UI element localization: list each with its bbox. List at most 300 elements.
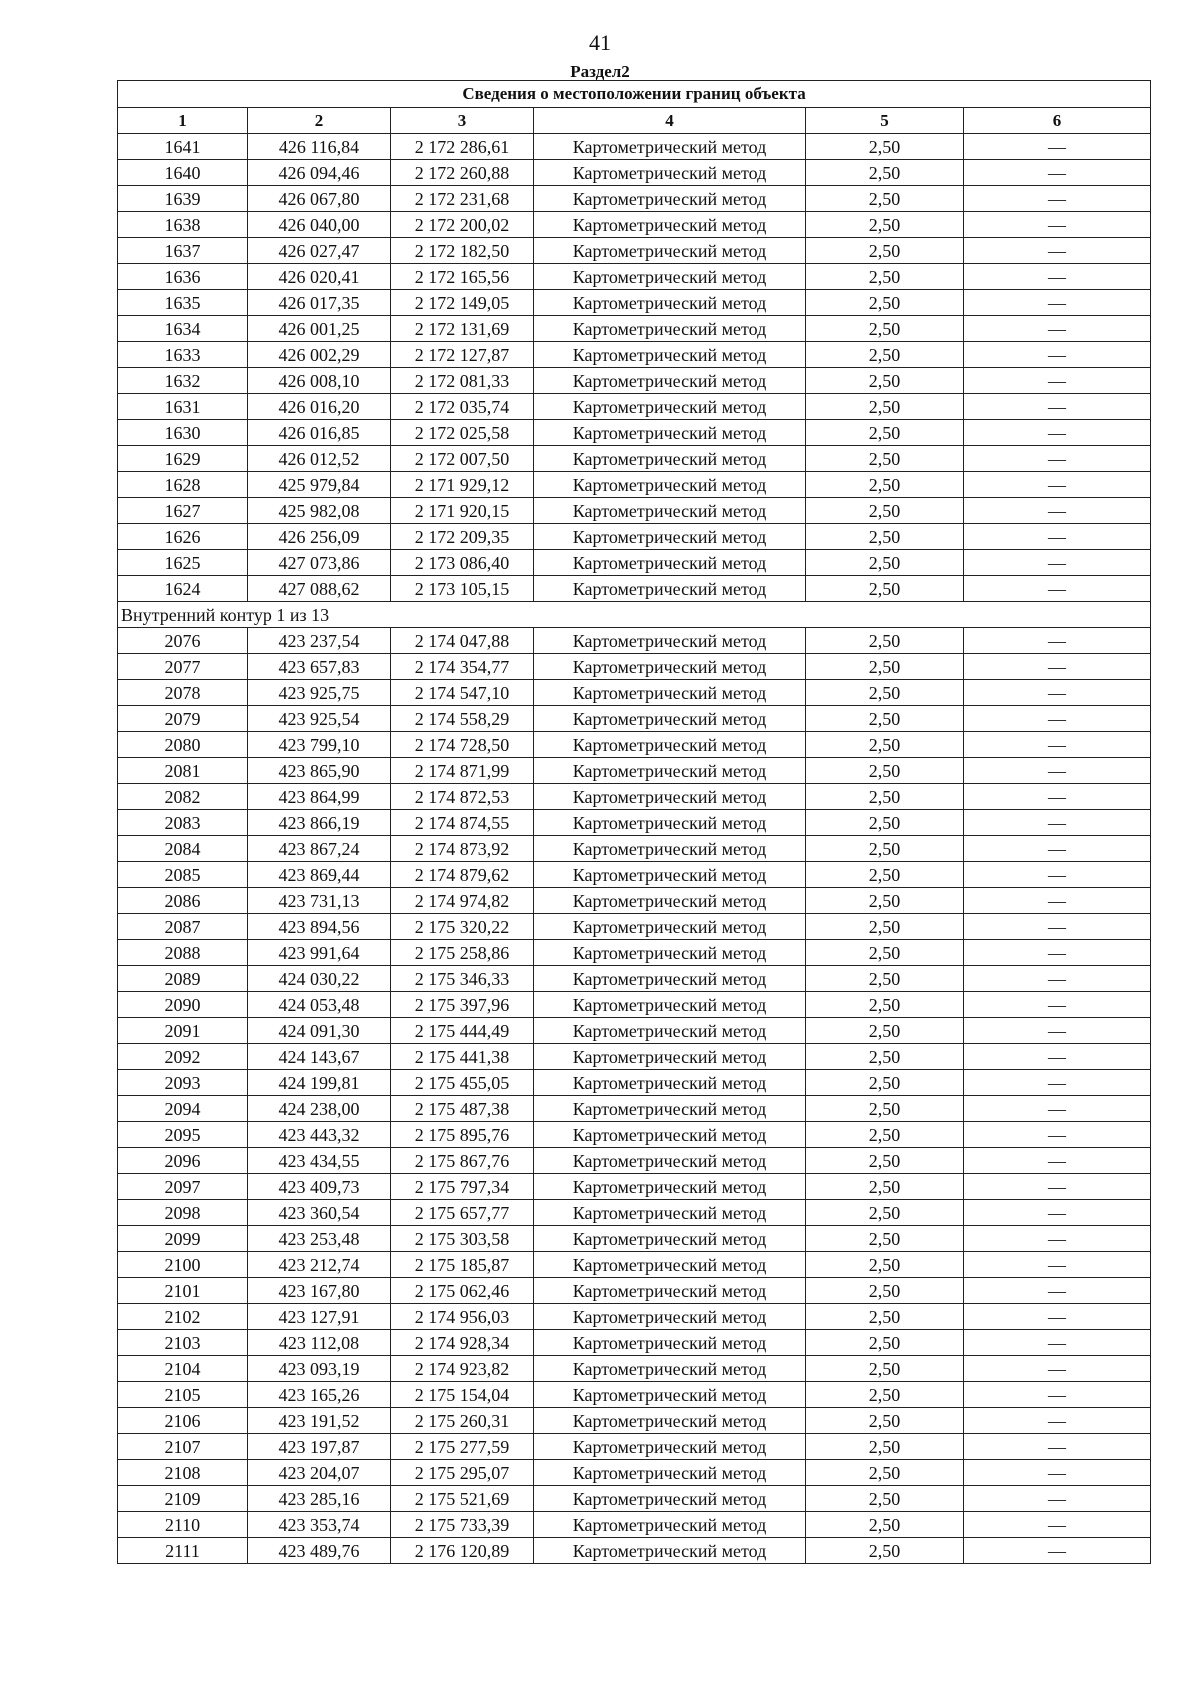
table-body: [118, 134, 1151, 1564]
description-cell: —: [964, 1408, 1151, 1434]
accuracy-cell: 2,50: [806, 1538, 964, 1564]
x-coordinate-cell: 426 040,00: [248, 212, 391, 238]
table-row: [118, 1408, 1151, 1434]
description-cell: —: [964, 368, 1151, 394]
accuracy-cell: 2,50: [806, 1122, 964, 1148]
method-cell: Картометрический метод: [534, 654, 806, 680]
x-coordinate-cell: 423 093,19: [248, 1356, 391, 1382]
table-row: [118, 992, 1151, 1018]
table-row: [118, 836, 1151, 862]
table-row: [118, 394, 1151, 420]
point-number-cell: 1631: [118, 394, 248, 420]
y-coordinate-cell: 2 174 547,10: [391, 680, 534, 706]
x-coordinate-cell: 426 067,80: [248, 186, 391, 212]
accuracy-cell: 2,50: [806, 1226, 964, 1252]
method-cell: Картометрический метод: [534, 1356, 806, 1382]
accuracy-cell: 2,50: [806, 1460, 964, 1486]
point-number-cell: 2090: [118, 992, 248, 1018]
method-cell: Картометрический метод: [534, 342, 806, 368]
column-header-4: 4: [534, 108, 806, 134]
point-number-cell: 2091: [118, 1018, 248, 1044]
point-number-cell: 2084: [118, 836, 248, 862]
y-coordinate-cell: 2 175 867,76: [391, 1148, 534, 1174]
section-title: Раздел2: [570, 62, 630, 81]
accuracy-cell: 2,50: [806, 732, 964, 758]
x-coordinate-cell: 423 731,13: [248, 888, 391, 914]
point-number-cell: 2099: [118, 1226, 248, 1252]
accuracy-cell: 2,50: [806, 1174, 964, 1200]
description-cell: —: [964, 654, 1151, 680]
method-cell: Картометрический метод: [534, 550, 806, 576]
point-number-cell: 2078: [118, 680, 248, 706]
description-cell: —: [964, 550, 1151, 576]
x-coordinate-cell: 426 020,41: [248, 264, 391, 290]
description-cell: —: [964, 524, 1151, 550]
table-row: [118, 498, 1151, 524]
x-coordinate-cell: 423 191,52: [248, 1408, 391, 1434]
y-coordinate-cell: 2 175 797,34: [391, 1174, 534, 1200]
description-cell: —: [964, 1330, 1151, 1356]
table-row: [118, 628, 1151, 654]
description-cell: —: [964, 394, 1151, 420]
description-cell: —: [964, 1252, 1151, 1278]
description-cell: —: [964, 680, 1151, 706]
accuracy-cell: 2,50: [806, 160, 964, 186]
x-coordinate-cell: 423 867,24: [248, 836, 391, 862]
method-cell: Картометрический метод: [534, 680, 806, 706]
point-number-cell: 2097: [118, 1174, 248, 1200]
x-coordinate-cell: 426 016,20: [248, 394, 391, 420]
table-row: [118, 238, 1151, 264]
description-cell: —: [964, 1226, 1151, 1252]
description-cell: —: [964, 1122, 1151, 1148]
x-coordinate-cell: 423 253,48: [248, 1226, 391, 1252]
accuracy-cell: 2,50: [806, 212, 964, 238]
table-row: [118, 1070, 1151, 1096]
table-row: [118, 1434, 1151, 1460]
y-coordinate-cell: 2 172 231,68: [391, 186, 534, 212]
point-number-cell: 1639: [118, 186, 248, 212]
description-cell: —: [964, 420, 1151, 446]
y-coordinate-cell: 2 172 165,56: [391, 264, 534, 290]
point-number-cell: 1641: [118, 134, 248, 160]
column-header-5: 5: [806, 108, 964, 134]
description-cell: —: [964, 1018, 1151, 1044]
table-row: [118, 1174, 1151, 1200]
x-coordinate-cell: 426 012,52: [248, 446, 391, 472]
table-row: [118, 966, 1151, 992]
point-number-cell: 2110: [118, 1512, 248, 1538]
method-cell: Картометрический метод: [534, 186, 806, 212]
table-row: [118, 472, 1151, 498]
point-number-cell: 2093: [118, 1070, 248, 1096]
y-coordinate-cell: 2 175 346,33: [391, 966, 534, 992]
description-cell: —: [964, 966, 1151, 992]
table-row: [118, 550, 1151, 576]
method-cell: Картометрический метод: [534, 732, 806, 758]
point-number-cell: 2076: [118, 628, 248, 654]
y-coordinate-cell: 2 172 209,35: [391, 524, 534, 550]
accuracy-cell: 2,50: [806, 1018, 964, 1044]
y-coordinate-cell: 2 175 260,31: [391, 1408, 534, 1434]
x-coordinate-cell: 423 353,74: [248, 1512, 391, 1538]
y-coordinate-cell: 2 175 657,77: [391, 1200, 534, 1226]
description-cell: —: [964, 472, 1151, 498]
method-cell: Картометрический метод: [534, 290, 806, 316]
description-cell: —: [964, 628, 1151, 654]
accuracy-cell: 2,50: [806, 862, 964, 888]
point-number-cell: 1626: [118, 524, 248, 550]
y-coordinate-cell: 2 171 929,12: [391, 472, 534, 498]
x-coordinate-cell: 423 865,90: [248, 758, 391, 784]
y-coordinate-cell: 2 175 441,38: [391, 1044, 534, 1070]
method-cell: Картометрический метод: [534, 1512, 806, 1538]
table-row: [118, 680, 1151, 706]
table-row: [118, 186, 1151, 212]
method-cell: Картометрический метод: [534, 862, 806, 888]
table-row: [118, 420, 1151, 446]
y-coordinate-cell: 2 172 260,88: [391, 160, 534, 186]
y-coordinate-cell: 2 171 920,15: [391, 498, 534, 524]
table-row: [118, 862, 1151, 888]
point-number-cell: 2108: [118, 1460, 248, 1486]
description-cell: —: [964, 1434, 1151, 1460]
table-row: [118, 160, 1151, 186]
y-coordinate-cell: 2 172 286,61: [391, 134, 534, 160]
point-number-cell: 2088: [118, 940, 248, 966]
method-cell: Картометрический метод: [534, 394, 806, 420]
contour-label: Внутренний контур 1 из 13: [118, 602, 1151, 628]
point-number-cell: 1636: [118, 264, 248, 290]
accuracy-cell: 2,50: [806, 784, 964, 810]
x-coordinate-cell: 423 360,54: [248, 1200, 391, 1226]
y-coordinate-cell: 2 174 871,99: [391, 758, 534, 784]
accuracy-cell: 2,50: [806, 446, 964, 472]
method-cell: Картометрический метод: [534, 446, 806, 472]
accuracy-cell: 2,50: [806, 1330, 964, 1356]
x-coordinate-cell: 423 489,76: [248, 1538, 391, 1564]
accuracy-cell: 2,50: [806, 1434, 964, 1460]
accuracy-cell: 2,50: [806, 1070, 964, 1096]
description-cell: —: [964, 1174, 1151, 1200]
y-coordinate-cell: 2 175 277,59: [391, 1434, 534, 1460]
accuracy-cell: 2,50: [806, 420, 964, 446]
point-number-cell: 2111: [118, 1538, 248, 1564]
method-cell: Картометрический метод: [534, 1460, 806, 1486]
point-number-cell: 2086: [118, 888, 248, 914]
method-cell: Картометрический метод: [534, 212, 806, 238]
accuracy-cell: 2,50: [806, 1096, 964, 1122]
table-row: [118, 264, 1151, 290]
y-coordinate-cell: 2 175 444,49: [391, 1018, 534, 1044]
table-row: [118, 810, 1151, 836]
point-number-cell: 2083: [118, 810, 248, 836]
column-header-1: 1: [118, 108, 248, 134]
method-cell: Картометрический метод: [534, 784, 806, 810]
x-coordinate-cell: 423 866,19: [248, 810, 391, 836]
x-coordinate-cell: 423 443,32: [248, 1122, 391, 1148]
accuracy-cell: 2,50: [806, 1278, 964, 1304]
y-coordinate-cell: 2 176 120,89: [391, 1538, 534, 1564]
table-row: [118, 1226, 1151, 1252]
x-coordinate-cell: 423 204,07: [248, 1460, 391, 1486]
method-cell: Картометрический метод: [534, 940, 806, 966]
method-cell: Картометрический метод: [534, 810, 806, 836]
x-coordinate-cell: 423 894,56: [248, 914, 391, 940]
table-row: [118, 316, 1151, 342]
description-cell: —: [964, 1382, 1151, 1408]
y-coordinate-cell: 2 172 200,02: [391, 212, 534, 238]
description-cell: —: [964, 810, 1151, 836]
table-row: [118, 576, 1151, 602]
point-number-cell: 2107: [118, 1434, 248, 1460]
x-coordinate-cell: 423 657,83: [248, 654, 391, 680]
table-row: [118, 784, 1151, 810]
method-cell: Картометрический метод: [534, 1018, 806, 1044]
accuracy-cell: 2,50: [806, 550, 964, 576]
point-number-cell: 1628: [118, 472, 248, 498]
accuracy-cell: 2,50: [806, 186, 964, 212]
point-number-cell: 1630: [118, 420, 248, 446]
table-row: [118, 758, 1151, 784]
method-cell: Картометрический метод: [534, 1304, 806, 1330]
description-cell: —: [964, 784, 1151, 810]
x-coordinate-cell: 426 094,46: [248, 160, 391, 186]
table-row: [118, 1278, 1151, 1304]
point-number-cell: 2102: [118, 1304, 248, 1330]
x-coordinate-cell: 426 256,09: [248, 524, 391, 550]
method-cell: Картометрический метод: [534, 238, 806, 264]
description-cell: —: [964, 238, 1151, 264]
method-cell: Картометрический метод: [534, 888, 806, 914]
point-number-cell: 2080: [118, 732, 248, 758]
x-coordinate-cell: 424 238,00: [248, 1096, 391, 1122]
point-number-cell: 2100: [118, 1252, 248, 1278]
y-coordinate-cell: 2 175 295,07: [391, 1460, 534, 1486]
table-row: [118, 1486, 1151, 1512]
description-cell: —: [964, 914, 1151, 940]
accuracy-cell: 2,50: [806, 888, 964, 914]
accuracy-cell: 2,50: [806, 706, 964, 732]
accuracy-cell: 2,50: [806, 940, 964, 966]
table-row: [118, 1252, 1151, 1278]
description-cell: —: [964, 1460, 1151, 1486]
table-row: [118, 1304, 1151, 1330]
accuracy-cell: 2,50: [806, 1252, 964, 1278]
y-coordinate-cell: 2 172 081,33: [391, 368, 534, 394]
x-coordinate-cell: 423 434,55: [248, 1148, 391, 1174]
y-coordinate-cell: 2 174 047,88: [391, 628, 534, 654]
method-cell: Картометрический метод: [534, 1538, 806, 1564]
x-coordinate-cell: 423 409,73: [248, 1174, 391, 1200]
description-cell: —: [964, 992, 1151, 1018]
x-coordinate-cell: 423 925,75: [248, 680, 391, 706]
description-cell: —: [964, 1512, 1151, 1538]
accuracy-cell: 2,50: [806, 524, 964, 550]
accuracy-cell: 2,50: [806, 316, 964, 342]
x-coordinate-cell: 426 008,10: [248, 368, 391, 394]
description-cell: —: [964, 758, 1151, 784]
point-number-cell: 1633: [118, 342, 248, 368]
y-coordinate-cell: 2 172 007,50: [391, 446, 534, 472]
description-cell: —: [964, 1200, 1151, 1226]
x-coordinate-cell: 426 017,35: [248, 290, 391, 316]
method-cell: Картометрический метод: [534, 1148, 806, 1174]
table-row: [118, 1538, 1151, 1564]
accuracy-cell: 2,50: [806, 368, 964, 394]
table-row: [118, 706, 1151, 732]
accuracy-cell: 2,50: [806, 1382, 964, 1408]
y-coordinate-cell: 2 174 874,55: [391, 810, 534, 836]
point-number-cell: 2098: [118, 1200, 248, 1226]
x-coordinate-cell: 426 002,29: [248, 342, 391, 368]
y-coordinate-cell: 2 172 131,69: [391, 316, 534, 342]
method-cell: Картометрический метод: [534, 524, 806, 550]
x-coordinate-cell: 426 116,84: [248, 134, 391, 160]
point-number-cell: 2104: [118, 1356, 248, 1382]
description-cell: —: [964, 940, 1151, 966]
description-cell: —: [964, 836, 1151, 862]
x-coordinate-cell: 424 199,81: [248, 1070, 391, 1096]
method-cell: Картометрический метод: [534, 992, 806, 1018]
method-cell: Картометрический метод: [534, 264, 806, 290]
point-number-cell: 1632: [118, 368, 248, 394]
y-coordinate-cell: 2 175 397,96: [391, 992, 534, 1018]
column-header-3: 3: [391, 108, 534, 134]
method-cell: Картометрический метод: [534, 576, 806, 602]
x-coordinate-cell: 427 073,86: [248, 550, 391, 576]
method-cell: Картометрический метод: [534, 316, 806, 342]
table-row: [118, 1018, 1151, 1044]
accuracy-cell: 2,50: [806, 1304, 964, 1330]
method-cell: Картометрический метод: [534, 134, 806, 160]
method-cell: Картометрический метод: [534, 1044, 806, 1070]
method-cell: Картометрический метод: [534, 1486, 806, 1512]
y-coordinate-cell: 2 172 182,50: [391, 238, 534, 264]
table-row: [118, 1122, 1151, 1148]
method-cell: Картометрический метод: [534, 1070, 806, 1096]
method-cell: Картометрический метод: [534, 1408, 806, 1434]
table-row: [118, 888, 1151, 914]
table-row: [118, 134, 1151, 160]
y-coordinate-cell: 2 175 455,05: [391, 1070, 534, 1096]
table-row: [118, 654, 1151, 680]
method-cell: Картометрический метод: [534, 498, 806, 524]
description-cell: —: [964, 576, 1151, 602]
x-coordinate-cell: 426 016,85: [248, 420, 391, 446]
point-number-cell: 1638: [118, 212, 248, 238]
method-cell: Картометрический метод: [534, 1200, 806, 1226]
method-cell: Картометрический метод: [534, 420, 806, 446]
point-number-cell: 1635: [118, 290, 248, 316]
contour-label-row: [118, 602, 1151, 628]
y-coordinate-cell: 2 174 974,82: [391, 888, 534, 914]
y-coordinate-cell: 2 175 320,22: [391, 914, 534, 940]
method-cell: Картометрический метод: [534, 1122, 806, 1148]
description-cell: —: [964, 1044, 1151, 1070]
method-cell: Картометрический метод: [534, 1174, 806, 1200]
accuracy-cell: 2,50: [806, 1356, 964, 1382]
y-coordinate-cell: 2 174 879,62: [391, 862, 534, 888]
x-coordinate-cell: 423 165,26: [248, 1382, 391, 1408]
accuracy-cell: 2,50: [806, 1512, 964, 1538]
x-coordinate-cell: 424 091,30: [248, 1018, 391, 1044]
accuracy-cell: 2,50: [806, 992, 964, 1018]
x-coordinate-cell: 424 143,67: [248, 1044, 391, 1070]
y-coordinate-cell: 2 173 105,15: [391, 576, 534, 602]
accuracy-cell: 2,50: [806, 1408, 964, 1434]
point-number-cell: 1640: [118, 160, 248, 186]
y-coordinate-cell: 2 172 035,74: [391, 394, 534, 420]
point-number-cell: 2096: [118, 1148, 248, 1174]
y-coordinate-cell: 2 175 154,04: [391, 1382, 534, 1408]
description-cell: —: [964, 1486, 1151, 1512]
accuracy-cell: 2,50: [806, 1200, 964, 1226]
point-number-cell: 1634: [118, 316, 248, 342]
method-cell: Картометрический метод: [534, 706, 806, 732]
column-header-2: 2: [248, 108, 391, 134]
table-row: [118, 1356, 1151, 1382]
accuracy-cell: 2,50: [806, 134, 964, 160]
accuracy-cell: 2,50: [806, 966, 964, 992]
table-row: [118, 732, 1151, 758]
point-number-cell: 2105: [118, 1382, 248, 1408]
y-coordinate-cell: 2 174 728,50: [391, 732, 534, 758]
point-number-cell: 2087: [118, 914, 248, 940]
method-cell: Картометрический метод: [534, 1330, 806, 1356]
accuracy-cell: 2,50: [806, 810, 964, 836]
accuracy-cell: 2,50: [806, 342, 964, 368]
accuracy-cell: 2,50: [806, 758, 964, 784]
method-cell: Картометрический метод: [534, 1434, 806, 1460]
method-cell: Картометрический метод: [534, 758, 806, 784]
method-cell: Картометрический метод: [534, 966, 806, 992]
y-coordinate-cell: 2 172 025,58: [391, 420, 534, 446]
x-coordinate-cell: 423 925,54: [248, 706, 391, 732]
point-number-cell: 2085: [118, 862, 248, 888]
table-row: [118, 1044, 1151, 1070]
y-coordinate-cell: 2 175 733,39: [391, 1512, 534, 1538]
method-cell: Картометрический метод: [534, 1252, 806, 1278]
x-coordinate-cell: 427 088,62: [248, 576, 391, 602]
accuracy-cell: 2,50: [806, 654, 964, 680]
accuracy-cell: 2,50: [806, 680, 964, 706]
point-number-cell: 1625: [118, 550, 248, 576]
x-coordinate-cell: 423 127,91: [248, 1304, 391, 1330]
accuracy-cell: 2,50: [806, 628, 964, 654]
description-cell: —: [964, 1304, 1151, 1330]
x-coordinate-cell: 423 864,99: [248, 784, 391, 810]
y-coordinate-cell: 2 174 558,29: [391, 706, 534, 732]
y-coordinate-cell: 2 174 354,77: [391, 654, 534, 680]
accuracy-cell: 2,50: [806, 576, 964, 602]
x-coordinate-cell: 424 030,22: [248, 966, 391, 992]
x-coordinate-cell: 425 982,08: [248, 498, 391, 524]
description-cell: —: [964, 160, 1151, 186]
table-row: [118, 1512, 1151, 1538]
description-cell: —: [964, 1096, 1151, 1122]
description-cell: —: [964, 1148, 1151, 1174]
point-number-cell: 2106: [118, 1408, 248, 1434]
y-coordinate-cell: 2 175 303,58: [391, 1226, 534, 1252]
description-cell: —: [964, 732, 1151, 758]
table-row: [118, 1382, 1151, 1408]
point-number-cell: 2103: [118, 1330, 248, 1356]
point-number-cell: 1624: [118, 576, 248, 602]
y-coordinate-cell: 2 174 872,53: [391, 784, 534, 810]
description-cell: —: [964, 706, 1151, 732]
point-number-cell: 1627: [118, 498, 248, 524]
